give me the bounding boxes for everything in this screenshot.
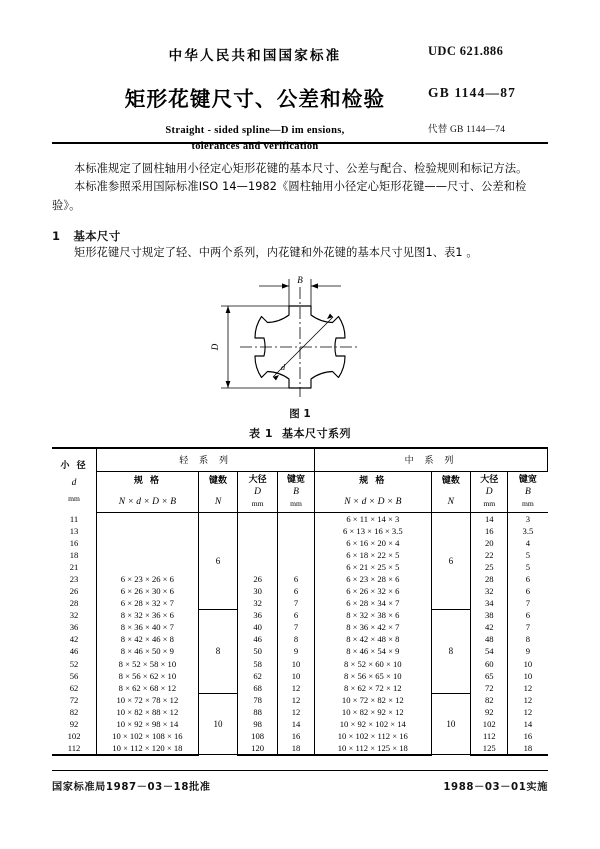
header-medium-D-symbol: D [485,487,493,498]
cell-light_B: 12 [277,694,314,706]
header-light-spec-formula: N × d × D × B [118,496,176,507]
cell-mid_D: 54 [471,645,508,657]
table-row [52,525,548,537]
cell-mid_B: 10 [508,658,548,670]
document-footer [52,770,548,793]
footer-divider [52,770,548,771]
cell-light_spec: 10 × 102 × 108 × 16 [97,730,199,742]
cell-light_B: 12 [277,706,314,718]
cell-d: 13 [52,525,97,537]
table-1-title: 基本尺寸系列 [281,426,351,440]
cell-mid_D: 38 [471,609,508,621]
cell-mid_D: 60 [471,658,508,670]
header-medium-spec [315,471,431,512]
cell-light_spec: 8 × 32 × 36 × 6 [97,609,199,621]
cell-mid_B: 6 [508,573,548,585]
cell-mid_B: 16 [508,730,548,742]
cell-light_B [277,561,314,573]
cell-light_D: 58 [238,658,278,670]
section-1-heading [52,228,548,244]
cell-mid_D: 34 [471,597,508,609]
cell-mid_spec: 6 × 13 × 16 × 3.5 [315,525,431,537]
cell-light_B: 7 [277,621,314,633]
cell-mid_spec: 8 × 62 × 72 × 12 [315,682,431,694]
cell-mid_spec: 8 × 36 × 42 × 7 [315,621,431,633]
table-row [52,730,548,742]
header-medium-B-unit: mm [521,499,534,509]
cell-mid_D: 20 [471,537,508,549]
cell-light_D [238,561,278,573]
section-1-title: 基本尺寸 [73,229,121,244]
cell-medium-key-count: 10 [431,694,471,755]
cell-light_spec: 8 × 36 × 40 × 7 [97,621,199,633]
cell-mid_D: 25 [471,561,508,573]
table-row [52,597,548,609]
cell-d: 56 [52,670,97,682]
cell-mid_D: 102 [471,718,508,730]
cell-mid_B: 4 [508,537,548,549]
header-medium-series-group: 中 系 列 [315,448,548,472]
cell-light_B [277,525,314,537]
cell-mid_B: 12 [508,682,548,694]
cell-light_spec: 10 × 82 × 88 × 12 [97,706,199,718]
cell-mid_B: 3.5 [508,525,548,537]
header-cell-minor-diameter [52,448,97,513]
cell-mid_B: 14 [508,718,548,730]
cell-light_B: 16 [277,730,314,742]
header-medium-D [471,471,508,512]
cell-mid_B: 12 [508,706,548,718]
cell-mid_D: 65 [471,670,508,682]
cell-mid_D: 42 [471,621,508,633]
cell-light_B: 12 [277,682,314,694]
cell-light_spec: 6 × 23 × 26 × 6 [97,573,199,585]
cell-mid_D: 125 [471,742,508,755]
cell-d: 18 [52,549,97,561]
cell-mid_D: 16 [471,525,508,537]
table-row [52,670,548,682]
cell-light_spec: 8 × 46 × 50 × 9 [97,645,199,657]
cell-d: 112 [52,742,97,755]
cell-light_spec: 10 × 72 × 78 × 12 [97,694,199,706]
cell-d: 82 [52,706,97,718]
cell-light_D: 26 [238,573,278,585]
table-row [52,694,548,706]
cell-mid_B: 5 [508,549,548,561]
cell-d: 32 [52,609,97,621]
table-row [52,561,548,573]
english-title-line2: tolerances and verification [191,141,319,153]
document-header [52,0,548,153]
cell-mid_D: 32 [471,585,508,597]
table-row [52,573,548,585]
header-minor-diameter-symbol: d [71,478,77,489]
cell-d: 16 [52,537,97,549]
table-row [52,609,548,621]
cell-mid_spec: 6 × 26 × 32 × 6 [315,585,431,597]
cell-mid_spec: 6 × 18 × 22 × 5 [315,549,431,561]
cell-light_D: 120 [238,742,278,755]
header-medium-spec-label: 规 格 [359,476,387,487]
header-minor-diameter-label: 小 径 [60,461,88,472]
cell-light_B: 10 [277,670,314,682]
cell-mid_B: 9 [508,645,548,657]
issuing-organization: 中华人民共和国国家标准 [168,48,342,64]
cell-mid_spec: 6 × 16 × 20 × 4 [315,537,431,549]
cell-light_D: 46 [238,633,278,645]
cell-light_D: 78 [238,694,278,706]
cell-mid_spec: 8 × 46 × 54 × 9 [315,645,431,657]
figure-label-B: B [297,274,303,285]
cell-medium-key-count: 6 [431,512,471,609]
cell-d: 11 [52,512,97,525]
approval-date: 国家标准局1987－03－18批准 [52,782,211,793]
cell-light_spec [97,537,199,549]
cell-light_D [238,537,278,549]
header-light-D [238,471,278,512]
scope-paragraph-1: 本标准规定了圆柱轴用小径定心矩形花键的基本尺寸、公差与配合、检验规则和标记方法。 [74,162,528,175]
cell-light_B [277,537,314,549]
table-row [52,585,548,597]
cell-light_B: 18 [277,742,314,755]
header-light-D-unit: mm [251,499,264,509]
cell-d: 26 [52,585,97,597]
table-body [52,512,548,754]
cell-mid_spec: 6 × 28 × 34 × 7 [315,597,431,609]
cell-mid_spec: 10 × 92 × 102 × 14 [315,718,431,730]
header-medium-D-label: 大径 [480,475,499,486]
header-medium-spec-formula: N × d × D × B [344,496,402,507]
table-row [52,706,548,718]
cell-mid_D: 48 [471,633,508,645]
table-row [52,718,548,730]
cell-light_B: 6 [277,573,314,585]
cell-d: 23 [52,573,97,585]
cell-mid_B: 10 [508,670,548,682]
cell-light_B [277,512,314,525]
table-row [52,645,548,657]
cell-mid_spec: 8 × 52 × 60 × 10 [315,658,431,670]
cell-d: 21 [52,561,97,573]
cell-light_B: 7 [277,597,314,609]
cell-light_spec: 10 × 92 × 98 × 14 [97,718,199,730]
cell-mid_D: 92 [471,706,508,718]
cell-mid_B: 8 [508,633,548,645]
cell-light_spec: 6 × 26 × 30 × 6 [97,585,199,597]
header-light-D-label: 大径 [248,475,267,486]
table-1-number: 表 1 [249,426,273,440]
header-light-series-group: 轻 系 列 [97,448,315,472]
header-medium-D-unit: mm [483,499,496,509]
cell-d: 46 [52,645,97,657]
cell-mid_spec: 6 × 23 × 28 × 6 [315,573,431,585]
table-row [52,633,548,645]
header-light-n-label: 键数 [208,476,227,487]
cell-light-key-count: 8 [198,609,238,693]
cell-light_D: 50 [238,645,278,657]
cell-light_spec: 8 × 62 × 68 × 12 [97,682,199,694]
cell-light_D: 98 [238,718,278,730]
cell-mid_B: 12 [508,694,548,706]
cell-d: 42 [52,633,97,645]
cell-mid_spec: 8 × 42 × 48 × 8 [315,633,431,645]
header-medium-B [508,471,548,512]
standard-number: GB 1144—87 [428,85,517,100]
cell-mid_spec: 8 × 56 × 65 × 10 [315,670,431,682]
cell-mid_B: 18 [508,742,548,755]
table-header-sub-row [52,471,548,512]
udc-code: UDC 621.886 [428,44,504,58]
cell-d: 92 [52,718,97,730]
cell-mid_spec: 8 × 32 × 38 × 6 [315,609,431,621]
cell-mid_B: 6 [508,585,548,597]
english-title [52,123,458,156]
header-medium-n [431,471,471,512]
cell-light_D: 108 [238,730,278,742]
cell-mid_spec: 10 × 112 × 125 × 18 [315,742,431,755]
cell-mid_B: 6 [508,609,548,621]
footer-row [52,778,548,793]
document-body [52,144,548,263]
header-minor-diameter-unit: mm [68,494,80,504]
effective-date: 1988－03－01实施 [443,782,548,793]
cell-mid_D: 28 [471,573,508,585]
scope-paragraph-2: 本标准参照采用国际标准ISO 14—1982《圆柱轴用小径定心矩形花键——尺寸、公差和检验》。 [52,180,527,212]
table-row [52,549,548,561]
cell-light_B: 14 [277,718,314,730]
table-row [52,537,548,549]
spline-cross-section-diagram [185,275,415,399]
cell-medium-key-count: 8 [431,609,471,693]
cell-light_D: 62 [238,670,278,682]
cell-mid_D: 14 [471,512,508,525]
cell-light_spec: 8 × 52 × 58 × 10 [97,658,199,670]
english-title-line1: Straight - sided spline—D im ensions, [165,125,345,136]
table-header-group-row [52,448,548,472]
header-light-spec-label: 规 格 [133,476,161,487]
cell-light_D: 40 [238,621,278,633]
cell-light-key-count: 10 [198,694,238,755]
cell-light_spec [97,549,199,561]
cell-d: 102 [52,730,97,742]
cell-light_B: 6 [277,609,314,621]
replaces-standard: 代替 GB 1144—74 [428,125,506,135]
cell-d: 62 [52,682,97,694]
cell-light_spec: 6 × 28 × 32 × 7 [97,597,199,609]
cell-d: 36 [52,621,97,633]
header-light-D-symbol: D [254,487,262,498]
cell-mid_B: 5 [508,561,548,573]
cell-mid_spec: 10 × 72 × 82 × 12 [315,694,431,706]
header-light-n-symbol: N [214,496,222,507]
cell-light_D [238,512,278,525]
table-row [52,682,548,694]
cell-light_B: 6 [277,585,314,597]
table-row [52,621,548,633]
cell-mid_B: 7 [508,621,548,633]
cell-mid_spec: 10 × 102 × 112 × 16 [315,730,431,742]
cell-mid_B: 3 [508,512,548,525]
cell-mid_spec: 6 × 21 × 25 × 5 [315,561,431,573]
header-light-B-label: 键宽 [286,475,305,486]
header-light-spec [97,471,199,512]
section-1-paragraph: 矩形花键尺寸规定了轻、中两个系列，内花键和外花键的基本尺寸见图1、表1 。 [74,246,478,260]
cell-mid_B: 7 [508,597,548,609]
cell-light_D: 30 [238,585,278,597]
cell-light_D: 88 [238,706,278,718]
table-row [52,742,548,755]
cell-mid_D: 72 [471,682,508,694]
table-row [52,658,548,670]
cell-mid_spec: 6 × 11 × 14 × 3 [315,512,431,525]
page-title: 矩形花键尺寸、公差和检验 [124,87,386,111]
cell-mid_spec: 10 × 82 × 92 × 12 [315,706,431,718]
cell-light_spec [97,525,199,537]
cell-mid_D: 112 [471,730,508,742]
header-light-B-symbol: B [293,487,299,498]
section-1-number: 1 [52,229,61,244]
cell-light_spec [97,561,199,573]
cell-light_D: 32 [238,597,278,609]
cell-light_D [238,525,278,537]
cell-d: 72 [52,694,97,706]
figure-label-d: d [280,361,286,372]
table-row [52,512,548,525]
basic-dimension-series-table [52,447,548,756]
dimension-arrowheads [226,283,333,388]
figure-1-caption: 图 1 [289,407,311,420]
cell-mid_D: 82 [471,694,508,706]
cell-light_B: 8 [277,633,314,645]
cell-light_spec: 10 × 112 × 120 × 18 [97,742,199,755]
cell-light_D [238,549,278,561]
table-1-caption [52,425,548,441]
cell-light_D: 36 [238,609,278,621]
cell-light-key-count: 6 [198,512,238,609]
cell-light_spec [97,512,199,525]
header-medium-n-label: 键数 [441,476,460,487]
header-light-B-unit: mm [290,499,302,509]
figure-1-block [52,275,548,441]
cell-light_B [277,549,314,561]
cell-light_spec: 8 × 42 × 46 × 8 [97,633,199,645]
header-medium-B-label: 键宽 [518,475,537,486]
cell-light_B: 10 [277,658,314,670]
cell-d: 28 [52,597,97,609]
cell-light_B: 9 [277,645,314,657]
cell-light_D: 68 [238,682,278,694]
header-light-B [277,471,314,512]
header-medium-n-symbol: N [447,496,455,507]
header-right-block [428,44,548,135]
cell-light_spec: 8 × 56 × 62 × 10 [97,670,199,682]
header-light-n [198,471,238,512]
figure-label-D: D [210,343,220,351]
header-medium-B-symbol: B [525,487,531,498]
cell-d: 52 [52,658,97,670]
cell-mid_D: 22 [471,549,508,561]
